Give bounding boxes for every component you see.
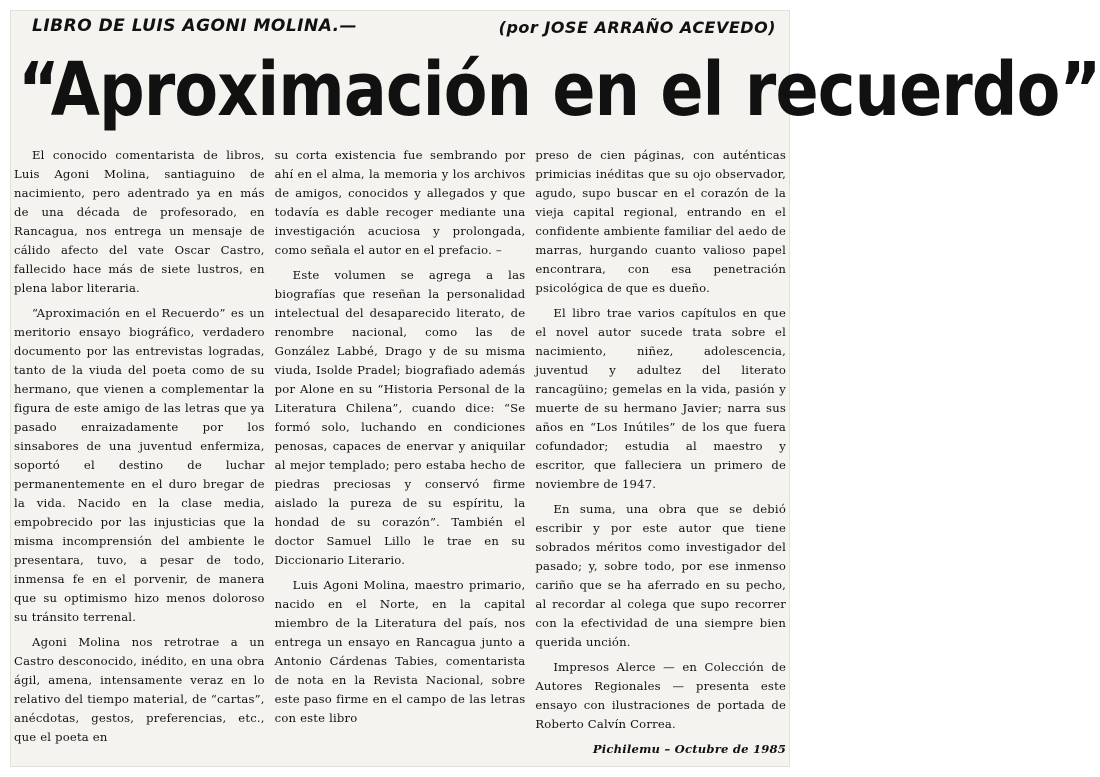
paragraph: preso de cien páginas, con auténticas primicias inéditas que su ojo observador, agudo, supo buscar en el corazón de la vieja capital regional, entrando en el confidente ambiente familiar del aedo de marras, hurgando cuanto valioso papel encontrara, con esa penetración psicológica de que es dueño.	[535, 148, 787, 295]
paragraph: “Aproximación en el Recuerdo” es un meritorio ensayo biográfico, verdadero documento por las entrevistas logradas, tanto de la viuda del poeta como de su hermano, que vienen a complementar la figura de este amigo de las letras que ya pasado enraizadamente por los sinsabores de una juventud enfermiza, soportó el destino de luchar permanentemente en el duro bregar de la vida. Nacido en la clase media, empobrecido por las injusticias que la misma incomprensión del ambiente le presentara, tuvo, a pesar de todo, inmensa fe en el porvenir, de manera que su optimismo hizo menos doloroso su tránsito terrenal.	[14, 306, 265, 624]
paragraph: Impresos Alerce — en Colección de Autores Regionales — presenta este ensayo con ilustraciones de portada de Roberto Calvín Correa.	[535, 660, 787, 731]
article-body	[14, 146, 786, 763]
column-2	[275, 146, 526, 763]
byline: (por JOSE ARRAÑO ACEVEDO)	[498, 18, 776, 37]
paragraph: Luis Agoni Molina, maestro primario, nacido en el Norte, en la capital miembro de la Literatura del país, nos entrega un ensayo en Rancagua junto a Antonio Cárdenas Tabies, comentarista de nota en la Revista Nacional, sobre este paso firme en el campo de las letras con este libro	[274, 578, 526, 725]
paragraph: Agoni Molina nos retrotrae a un Castro desconocido, inédito, en una obra ágil, amena, intensamente veraz en lo relativo del tiempo material, de “cartas”, anécdotas, gestos, preferencias, etc., que el poeta en	[14, 635, 265, 744]
paragraph: su corta existencia fue sembrando por ahí en el alma, la memoria y los archivos de amigos, conocidos y allegados y que todavía es dable recoger mediante una investigación acuciosa y prolongada, como señala el autor en el prefacio. –	[274, 148, 526, 257]
section-kicker: LIBRO DE LUIS AGONI MOLINA.—	[32, 16, 358, 36]
paragraph: Este volumen se agrega a las biografías que reseñan la personalidad intelectual del desaparecido literato, de renombre nacional, como las de González Labbé, Drago y de su misma viuda, Isolde Pradel; biografiado además por Alone en su “Historia Personal de la Literatura Chilena”, cuando dice: “Se formó solo, luchando en condiciones penosas, capaces de enervar y aniquilar al mejor templado; pero estaba hecho de piedras preciosas y conservó firme aislado la pureza de su espíritu, la hondad de su corazón”. También el doctor Samuel Lillo le trae en su Diccionario Literario.	[274, 268, 526, 567]
column-1	[14, 146, 265, 763]
headline: “Aproximación en el recuerdo”	[18, 47, 1100, 133]
paragraph: El libro trae varios capítulos en que el novel autor sucede trata sobre el nacimiento, niñez, adolescencia, juventud y adultez del literato rancagüino; gemelas en la vida, pasión y muerte de su hermano Javier; narra sus años en “Los Inútiles” de los que fuera cofundador; estudia al maestro y escritor, que falleciera un primero de noviembre de 1947.	[535, 306, 787, 491]
paragraph: En suma, una obra que se debió escribir y por este autor que tiene sobrados méritos como investigador del pasado; y, sobre todo, por ese inmenso cariño que se ha aferrado en su pecho, al recordar al colega que supo recorrer con la efectividad de una siempre bien querida unción.	[535, 502, 787, 649]
paragraph: El conocido comentarista de libros, Luis Agoni Molina, santiaguino de nacimiento, pero adentrado ya en más de una década de profesorado, en Rancagua, nos entrega un mensaje de cálido afecto del vate Oscar Castro, fallecido hace más de siete lustros, en plena labor literaria.	[14, 148, 265, 295]
dateline: Pichilemu – Octubre de 1985	[592, 742, 787, 756]
newspaper-clipping	[10, 10, 1100, 767]
column-3	[535, 146, 786, 763]
